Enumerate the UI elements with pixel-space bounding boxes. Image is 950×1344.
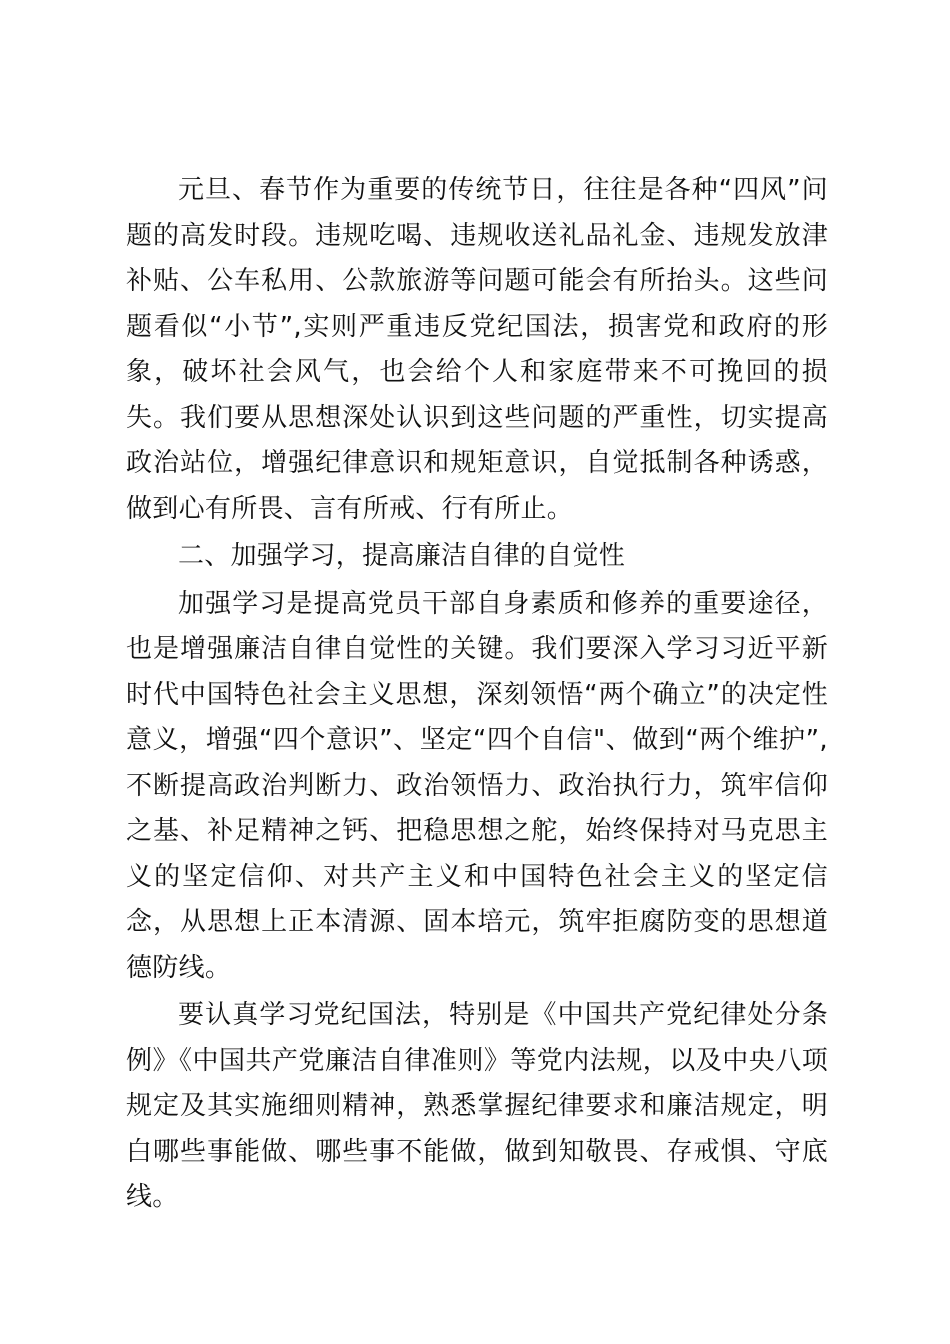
paragraph-study-party-rules: 要认真学习党纪国法，特别是《中国共产党纪律处分条例》《中国共产党廉洁自律准则》等党内法规，以及中央八项规定及其实施细则精神，熟悉掌握纪律要求和廉洁规定，明白哪些事能做、哪些事不能做，做到知敬畏、存戒惧、守底线。: [126, 1000, 828, 1212]
paragraph-study-importance: 加强学习是提高党员干部自身素质和修养的重要途径，也是增强廉洁自律自觉性的关键。我们要深入学习习近平新时代中国特色社会主义思想，深刻领悟“两个确立”的决定性意义，增强“四个意识”、坚定“四个自信"、做到“两个维护”,不断提高政治判断力、政治领悟力、政治执行力，筑牢信仰之基、补足精神之钙、把稳思想之舵，始终保持对马克思主义的坚定信仰、对共产主义和中国特色社会主义的坚定信念，从思想上正本清源、固本培元，筑牢拒腐防变的思想道德防线。: [126, 588, 828, 983]
document-body: [126, 168, 828, 1223]
paragraph-four-winds-risk: 元旦、春节作为重要的传统节日，往往是各种“四风”问题的高发时段。违规吃喝、违规收送礼品礼金、违规发放津补贴、公车私用、公款旅游等问题可能会有所抬头。这些问题看似“小节”,实则严重违反党纪国法，损害党和政府的形象，破坏社会风气，也会给个人和家庭带来不可挽回的损失。我们要从思想深处认识到这些问题的严重性，切实提高政治站位，增强纪律意识和规矩意识，自觉抵制各种诱惑，做到心有所畏、言有所戒、行有所止。: [126, 175, 828, 524]
section-heading-strengthen-study: 二、加强学习，提高廉洁自律的自觉性: [178, 541, 626, 571]
